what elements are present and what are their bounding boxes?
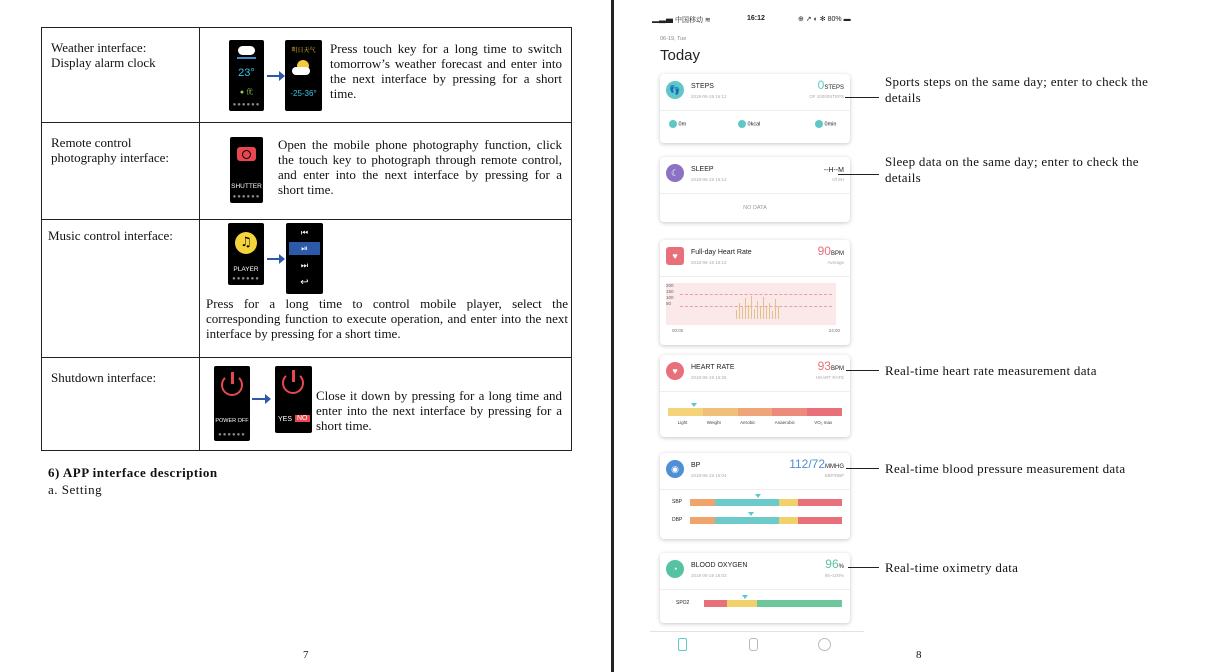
table-row	[42, 220, 572, 358]
label-line: Music control interface:	[48, 228, 173, 243]
value-number: 112/72	[789, 457, 825, 471]
card-subtext: HEART RATE	[815, 375, 844, 380]
zone-label: Light	[677, 420, 688, 425]
heart-icon: ♥	[666, 362, 684, 380]
fullday-heart-rate-card[interactable]	[660, 240, 850, 345]
card-title: BLOOD OXYGEN	[691, 562, 748, 569]
heart-rate-bar	[760, 306, 761, 319]
clock: 16:12	[747, 15, 765, 22]
heart-rate-bar	[739, 303, 740, 319]
arrow-icon	[267, 258, 280, 260]
steps-card[interactable]	[660, 74, 850, 143]
no-data-text: NO DATA	[743, 205, 767, 211]
divider	[660, 489, 850, 490]
page-number: 8	[916, 649, 922, 661]
value-number: 96	[825, 557, 839, 571]
card-date: 2018-06-19 16:12	[691, 94, 727, 99]
carrier: ▂▃▅ 中国移动 ≋	[652, 17, 711, 24]
player-controls-screen	[286, 223, 323, 294]
annotation-steps: Sports steps on the same day; enter to check the details	[885, 74, 1149, 105]
music-note-icon: ♫	[235, 232, 257, 254]
arrow-icon	[252, 398, 266, 400]
flame-icon	[738, 120, 746, 128]
value-unit: %	[838, 564, 844, 570]
screen-label: SHUTTER	[231, 183, 262, 190]
heart-rate-bar	[751, 296, 752, 319]
blood-oxygen-value	[825, 557, 844, 571]
y-tick: 50	[666, 301, 672, 306]
row-description: Press touch key for a long time to switch tomorrow’s weather forecast and enter into the next interface by pressing for a short time.	[330, 41, 562, 101]
card-date: 2018-06-19 16:26	[691, 375, 727, 380]
current-date: 06-19, Tue	[660, 36, 687, 42]
phone-screenshot	[648, 12, 866, 657]
sleep-value: --H--M	[823, 167, 844, 174]
cloud-icon	[238, 46, 255, 55]
zone-segment	[738, 408, 773, 416]
bar-segment	[727, 600, 757, 607]
divider	[660, 589, 850, 590]
temperature-range: -25-36°	[290, 89, 317, 98]
interface-table	[41, 27, 572, 451]
shutter-screen	[230, 137, 263, 203]
bar-segment	[779, 517, 798, 524]
gridline	[680, 306, 832, 307]
heart-rate-bar	[742, 307, 743, 319]
row-label	[42, 358, 200, 451]
status-bar	[648, 12, 866, 26]
value-unit: STEPS	[824, 85, 844, 91]
table-row	[42, 123, 572, 220]
annotation-oximetry: Real-time oximetry data	[885, 560, 1019, 575]
page-dots: ●●●●●●	[232, 276, 260, 282]
cloud-icon	[292, 67, 310, 75]
card-title: HEART RATE	[691, 364, 735, 371]
annotation-leader	[846, 370, 879, 371]
annotation-leader	[838, 174, 879, 175]
annotation-leader	[846, 468, 879, 469]
battery-indicator: ⊕ ↗ ◐ ✻ 80% ▬	[798, 16, 851, 23]
player-screen	[228, 223, 264, 285]
heart-rate-bar	[745, 298, 746, 319]
card-date: 2018-06-19 16:03	[691, 573, 727, 578]
bar-segment	[798, 499, 842, 506]
gridline	[680, 294, 832, 295]
heart-rate-marker	[691, 403, 697, 407]
zone-label: Weight	[706, 420, 721, 425]
duration-stat	[815, 120, 836, 128]
bar-segment	[690, 499, 715, 506]
card-subtext: Average	[827, 260, 844, 265]
steps-value	[818, 78, 844, 92]
spo2-bar	[704, 600, 842, 607]
annotation-heart-rate: Real-time heart rate measurement data	[885, 363, 1097, 378]
row-label	[42, 220, 200, 358]
value-unit: MMHG	[825, 464, 844, 470]
heart-rate-bar	[769, 303, 770, 319]
camera-icon	[237, 147, 256, 161]
heart-rate-value	[818, 359, 844, 373]
x-axis-start: 00:00	[672, 328, 684, 333]
yes-option[interactable]: YES	[278, 416, 293, 423]
spo2-label: SPO2	[676, 600, 690, 606]
device-tab-icon[interactable]	[749, 638, 758, 651]
card-subtext: SBP/DBP	[824, 473, 844, 478]
y-tick: 150	[666, 289, 674, 294]
card-title: Full-day Heart Rate	[691, 249, 752, 256]
zone-segment	[807, 408, 842, 416]
y-tick: 100	[666, 295, 674, 300]
card-subtext: OF 10000STEPS	[809, 94, 844, 99]
card-date: 2018-06-19 16:12	[691, 177, 727, 182]
row-content	[200, 28, 572, 123]
card-date: 2018-06-19 16:12	[691, 260, 727, 265]
heart-rate-chart	[666, 283, 836, 325]
label-line: photography interface:	[51, 150, 170, 165]
value-unit: BPM	[830, 251, 844, 257]
label-line: Weather interface:	[51, 40, 147, 55]
row-content	[200, 123, 572, 220]
card-date: 2018-06-19 15:04	[691, 473, 727, 478]
screen-label: PLAYER	[233, 266, 259, 273]
sbp-bar	[690, 499, 842, 506]
bar-segment	[704, 600, 727, 607]
heart-rate-bar	[748, 305, 749, 319]
blood-oxygen-card[interactable]	[660, 553, 850, 623]
label-line: Remote control	[51, 135, 132, 150]
previous-icon[interactable]: ⏮	[300, 228, 309, 237]
today-tab-icon[interactable]	[678, 638, 687, 651]
page-number: 7	[303, 649, 309, 661]
row-description: Press for a long time to control mobile player, select the corresponding function to execute operation, and enter into the next interface by pressing for a short time.	[206, 296, 568, 341]
bar-segment	[779, 499, 798, 506]
row-description: Open the mobile phone photography function, click the touch key to photograph through remote control, and enter into the next interface by pressing for a short time.	[278, 137, 562, 197]
y-tick: 200	[666, 283, 674, 288]
heart-rate-card[interactable]	[660, 355, 850, 437]
heart-rate-bar	[778, 306, 779, 319]
back-icon[interactable]: ↩	[300, 277, 309, 288]
clock-icon	[815, 120, 823, 128]
sbp-label: SBP	[672, 499, 683, 505]
card-title: BP	[691, 462, 701, 469]
y-axis-ticks	[666, 283, 674, 307]
spo2-marker	[742, 595, 748, 599]
power-icon-line	[292, 370, 295, 382]
blood-pressure-icon: ◉	[666, 460, 684, 478]
card-subtext: Of 8H	[832, 177, 844, 182]
x-axis-end: 24:00	[828, 328, 840, 333]
air-quality-text: 优	[246, 89, 254, 96]
no-option[interactable]: NO	[297, 415, 308, 422]
zone-segment	[772, 408, 807, 416]
calorie-stat	[738, 120, 760, 128]
annotation-sleep: Sleep data on the same day; enter to check the details	[885, 154, 1139, 185]
bar-segment	[690, 517, 715, 524]
divider	[660, 193, 850, 194]
zone-segment	[703, 408, 738, 416]
card-title: STEPS	[691, 83, 714, 90]
heart-chart-icon: ♥	[666, 247, 684, 265]
carrier-name: 中国移动	[674, 17, 703, 24]
dbp-label: DBP	[672, 517, 683, 523]
heart-rate-bar	[757, 301, 758, 319]
oxygen-drop-icon: ◔	[666, 560, 684, 578]
page-title: Today	[660, 47, 701, 64]
zone-segment	[668, 408, 703, 416]
zone-label: Anaerobic	[774, 420, 795, 425]
annotation-blood-pressure: Real-time blood pressure measurement data	[885, 461, 1126, 476]
distance-stat	[669, 120, 686, 128]
card-title: SLEEP	[691, 166, 714, 173]
annotation-leader	[848, 567, 879, 568]
heart-rate-bar	[775, 299, 776, 319]
page-dots: ●●●●●●	[232, 102, 261, 108]
table-row	[42, 358, 572, 451]
row-label	[42, 28, 200, 123]
bar-segment	[715, 499, 778, 506]
profile-tab-icon[interactable]	[818, 638, 831, 651]
label-line: Shutdown interface:	[51, 370, 157, 385]
next-icon[interactable]: ⏭	[300, 261, 309, 270]
bar-segment	[715, 517, 778, 524]
row-description: Close it down by pressing for a long time and enter into the next interface by pressing for a short time.	[316, 388, 562, 433]
sbp-marker	[755, 494, 761, 498]
zone-labels	[668, 420, 842, 425]
play-pause-icon[interactable]: ⏯	[289, 242, 320, 255]
heart-rate-bar	[763, 297, 764, 319]
average-heart-rate	[818, 244, 844, 258]
bar-segment	[757, 600, 842, 607]
divider	[660, 110, 850, 111]
location-icon	[669, 120, 677, 128]
forecast-screen	[285, 40, 322, 111]
zone-label: VO₂ max	[814, 420, 833, 425]
stat-value: 0min	[824, 121, 837, 128]
row-content	[200, 358, 572, 451]
blood-pressure-value	[789, 457, 844, 471]
card-subtext: 95~100%	[824, 573, 844, 578]
label-line: Display alarm clock	[51, 55, 156, 70]
page-dots: ●●●●●●	[218, 432, 246, 438]
value-number: 0	[817, 78, 825, 92]
heart-rate-bar	[766, 307, 767, 319]
value-number: 93	[817, 359, 831, 373]
temperature: 23°	[238, 67, 255, 79]
battery-level: 80%	[827, 16, 842, 23]
annotation-leader	[845, 97, 879, 98]
power-icon-line	[231, 372, 234, 384]
section-subtitle: a. Setting	[48, 482, 103, 497]
row-label	[42, 123, 200, 220]
divider	[660, 276, 850, 277]
rain-icon	[237, 57, 256, 59]
blood-pressure-card[interactable]	[660, 453, 850, 539]
table-row	[42, 28, 572, 123]
forecast-title: 明日天气	[291, 48, 316, 54]
weather-screen	[229, 40, 264, 111]
arrow-icon	[267, 75, 280, 77]
heart-rate-bar	[754, 309, 755, 319]
section-title: 6) APP interface description	[48, 465, 218, 480]
sleep-card[interactable]	[660, 157, 850, 222]
row-content	[200, 220, 572, 358]
stat-value: 0kcal	[747, 121, 761, 128]
dbp-marker	[748, 512, 754, 516]
divider	[660, 391, 850, 392]
dbp-bar	[690, 517, 842, 524]
power-off-screen	[214, 366, 250, 441]
screen-label: POWER OFF	[215, 418, 249, 424]
shutdown-confirm-screen	[275, 366, 312, 433]
heart-rate-bar	[772, 311, 773, 319]
heart-rate-zone-bar	[668, 408, 842, 416]
value-unit: BPM	[830, 366, 844, 372]
moon-icon: ☾	[666, 164, 684, 182]
air-quality: ● 优	[239, 89, 254, 96]
tab-bar-divider	[650, 631, 864, 632]
value-number: 90	[817, 244, 831, 258]
footprint-icon: 👣	[666, 81, 684, 99]
zone-label: Aerobic	[740, 420, 756, 425]
page-dots: ●●●●●●	[232, 194, 261, 200]
heart-rate-bar	[736, 310, 737, 319]
bar-segment	[798, 517, 842, 524]
stat-value: 0m	[678, 121, 687, 128]
